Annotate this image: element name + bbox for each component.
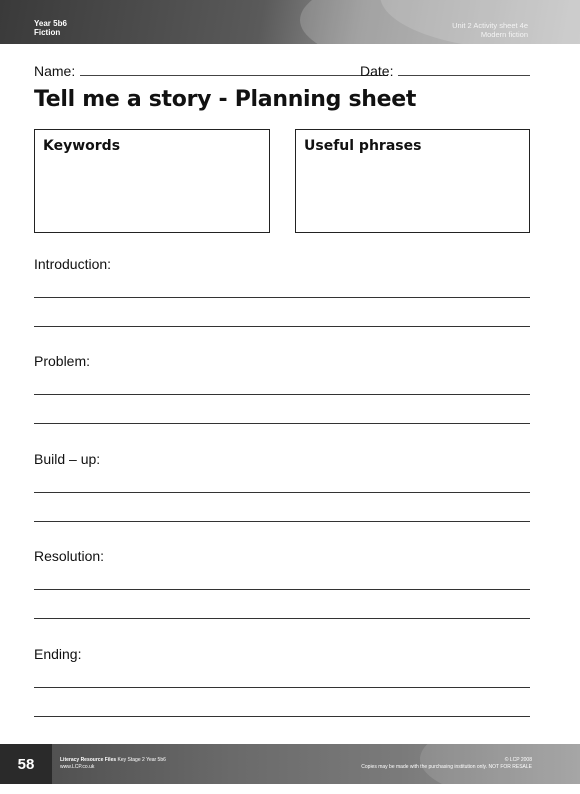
header-unit: Unit 2 Activity sheet 4e xyxy=(452,21,528,30)
writing-line[interactable] xyxy=(34,521,530,522)
writing-line[interactable] xyxy=(34,618,530,619)
writing-line[interactable] xyxy=(34,589,530,590)
section-build-up xyxy=(34,451,530,525)
header-genre: Fiction xyxy=(34,28,61,37)
writing-line[interactable] xyxy=(34,492,530,493)
date-label: Date: xyxy=(360,63,394,79)
footer-copy-notice: Copies may be made with the purchasing institution only. NOT FOR RESALE xyxy=(361,764,532,770)
writing-line[interactable] xyxy=(34,423,530,424)
footer-series-title: Literacy Resource Files xyxy=(60,757,117,763)
writing-line[interactable] xyxy=(34,297,530,298)
header-right xyxy=(452,21,528,39)
writing-line[interactable] xyxy=(34,716,530,717)
writing-line[interactable] xyxy=(34,687,530,688)
header-left xyxy=(34,19,67,37)
footer-notice xyxy=(361,757,532,771)
keywords-heading: Keywords xyxy=(43,138,121,154)
section-ending xyxy=(34,646,530,720)
section-resolution xyxy=(34,548,530,622)
header-year: Year 5b6 xyxy=(34,19,67,28)
footer-series-subtitle: Key Stage 2 Year 5b6 xyxy=(116,757,166,763)
writing-line[interactable] xyxy=(34,326,530,327)
footer-website: www.LCP.co.uk xyxy=(60,764,95,770)
footer-series xyxy=(60,757,166,771)
name-date-row xyxy=(34,63,530,79)
useful-phrases-box[interactable] xyxy=(295,129,530,233)
useful-phrases-heading: Useful phrases xyxy=(304,138,422,154)
page-header xyxy=(0,0,580,44)
page-number: 58 xyxy=(0,744,52,784)
page-title: Tell me a story - Planning sheet xyxy=(34,87,417,112)
section-label: Resolution: xyxy=(34,548,105,564)
footer-copyright: © LCP 2008 xyxy=(504,757,532,763)
header-topic: Modern fiction xyxy=(480,30,528,39)
section-problem xyxy=(34,353,530,427)
date-field[interactable] xyxy=(398,75,530,76)
writing-line[interactable] xyxy=(34,394,530,395)
section-introduction xyxy=(34,256,530,330)
page-footer xyxy=(0,744,580,784)
section-label: Ending: xyxy=(34,646,82,662)
section-label: Introduction: xyxy=(34,256,112,272)
section-label: Problem: xyxy=(34,353,91,369)
section-label: Build – up: xyxy=(34,451,101,467)
name-field[interactable] xyxy=(80,75,388,76)
name-label: Name: xyxy=(34,63,76,79)
keywords-box[interactable] xyxy=(34,129,270,233)
